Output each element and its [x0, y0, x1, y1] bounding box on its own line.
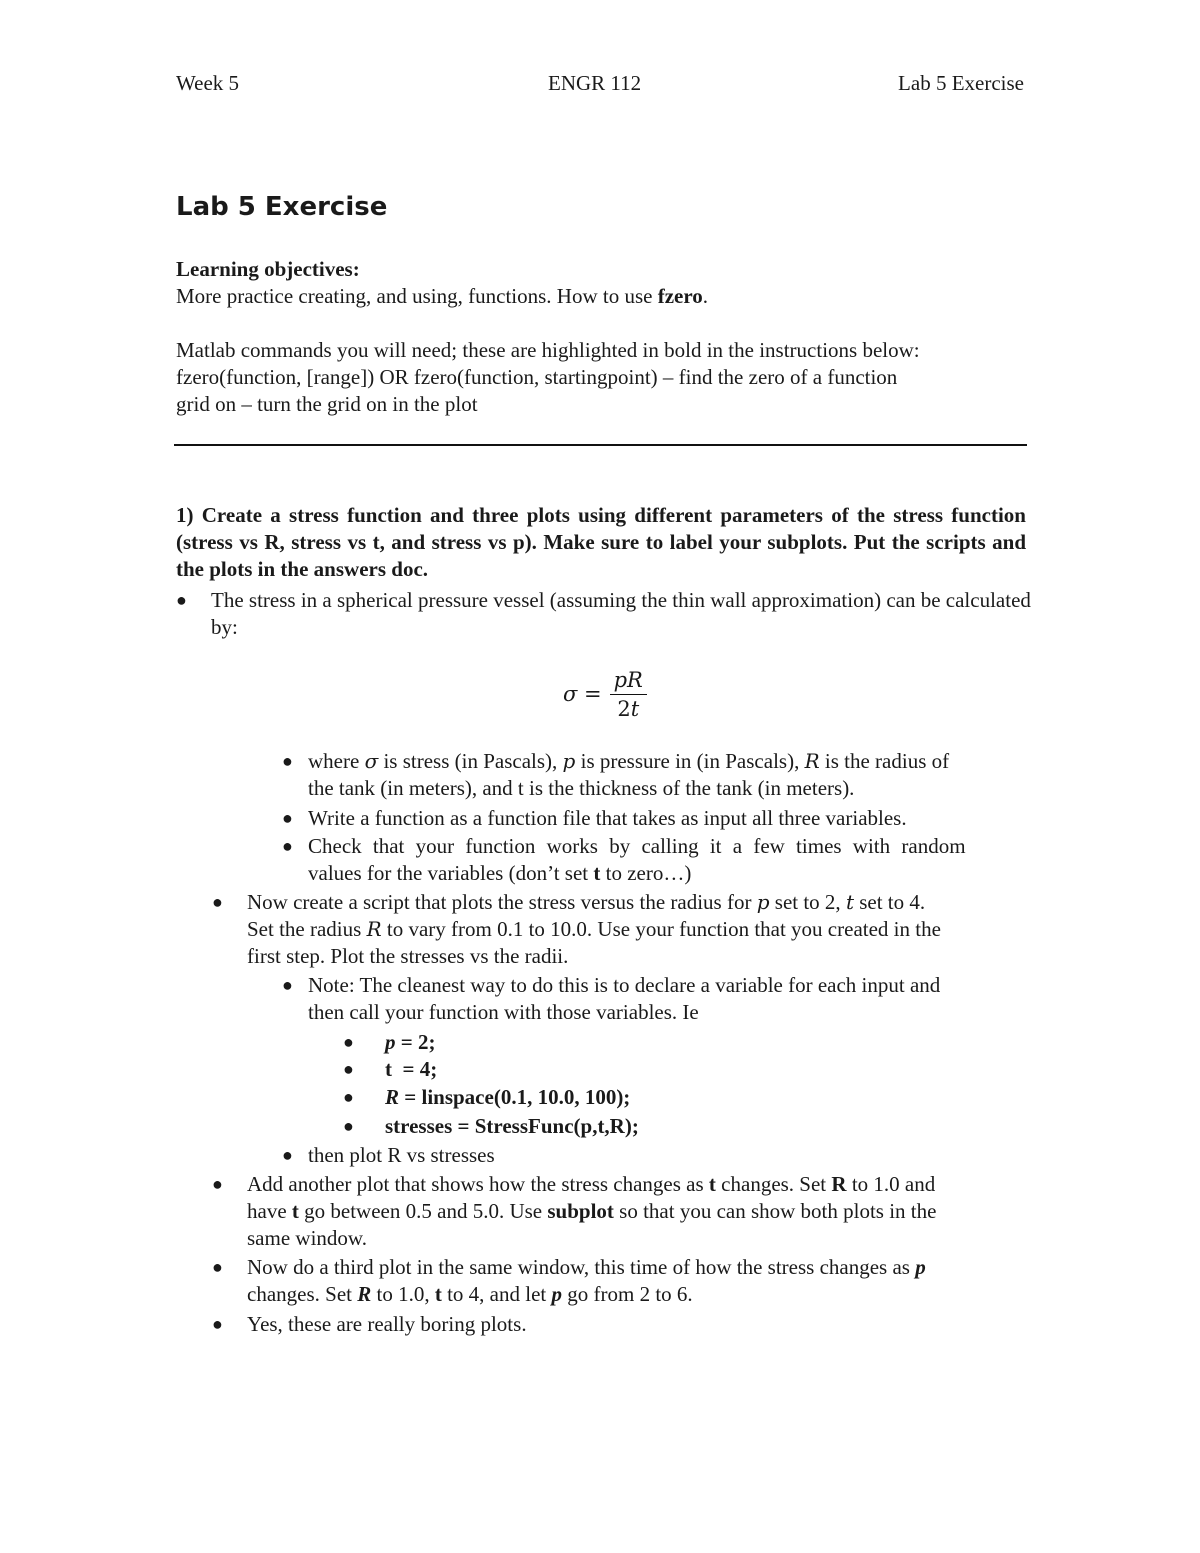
command-fzero: fzero(function, [range]) OR fzero(function, startingpoint) – find the zero of a function	[176, 365, 898, 389]
header-course: ENGR 112	[548, 71, 642, 95]
section-divider	[174, 444, 1027, 446]
bullet-icon: ●	[212, 1257, 223, 1277]
bullet-icon: ●	[343, 1087, 354, 1107]
bullet-icon: ●	[282, 836, 293, 856]
question-1: 1) Create a stress function and three plots using different parameters of the stress function (stress vs R, stress vs t, and stress vs p). Make sure to label your subplots. Put the scripts and the plots in the answers doc.	[176, 503, 1026, 581]
page-title: Lab 5 Exercise	[176, 192, 388, 222]
commands-intro: Matlab commands you will need; these are highlighted in bold in the instructions below:	[176, 338, 920, 362]
bullet-icon: ●	[282, 751, 293, 771]
bullet-icon: ●	[176, 590, 187, 610]
bullet-icon: ●	[282, 808, 293, 828]
learning-objectives-text: More practice creating, and using, functions. How to use fzero.	[176, 284, 709, 308]
command-grid: grid on – turn the grid on in the plot	[176, 392, 478, 416]
bullet-icon: ●	[212, 1174, 223, 1194]
bullet-icon: ●	[282, 1145, 293, 1165]
bullet-icon: ●	[282, 975, 293, 995]
bullet-icon: ●	[343, 1116, 354, 1136]
bullet-icon: ●	[212, 1314, 223, 1334]
header-lab: Lab 5 Exercise	[898, 71, 1024, 95]
learning-objectives-heading: Learning objectives:	[176, 257, 360, 281]
bullet-icon: ●	[343, 1059, 354, 1079]
stress-formula: σ = $\frac{pR}{2t}$	[563, 664, 647, 724]
header-week: Week 5	[176, 71, 240, 95]
bullet-icon: ●	[343, 1032, 354, 1052]
bullet-icon: ●	[212, 892, 223, 912]
